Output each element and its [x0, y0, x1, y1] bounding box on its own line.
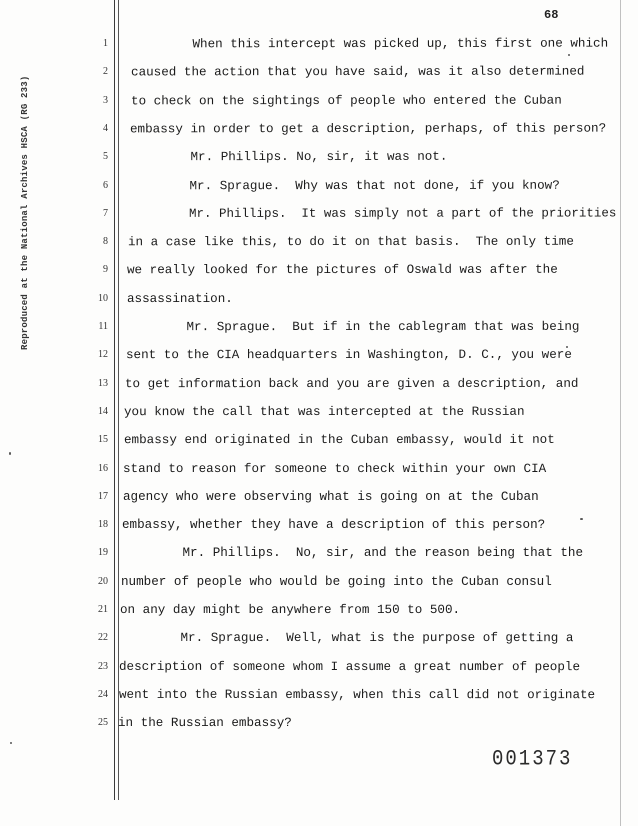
- line-text: went into the Russian embassy, when this call did not originate: [118, 687, 595, 703]
- line-number: 13: [98, 377, 108, 389]
- line-text: Mr. Sprague. But if in the cablegram that was being: [126, 319, 580, 335]
- transcript-line: [0, 376, 638, 400]
- page-number: 68: [544, 8, 559, 22]
- line-text: caused the action that you have said, was it also determined: [131, 64, 585, 80]
- transcript-line: [0, 178, 638, 202]
- line-number: 21: [98, 604, 108, 615]
- transcript-line: [0, 631, 638, 654]
- line-number: 9: [103, 264, 108, 276]
- transcript-line: [0, 489, 638, 513]
- line-text: agency who were observing what is going on at the Cuban: [122, 489, 539, 504]
- transcript-line: [0, 687, 638, 711]
- line-number: 8: [103, 236, 108, 248]
- line-text: Mr. Phillips. It was simply not a part of the priorities: [128, 206, 616, 221]
- archive-stamp-text: Reproduced at the National Archives HSCA (RG 233): [20, 75, 30, 350]
- line-number: 15: [98, 434, 108, 446]
- line-text: to check on the sightings of people who entered the Cuban: [130, 93, 562, 108]
- transcript-line: [0, 319, 638, 343]
- line-text: Mr. Sprague. Well, what is the purpose of getting a: [119, 631, 574, 646]
- transcript-line: [0, 433, 638, 456]
- scan-speck: [580, 518, 583, 520]
- line-number: 14: [98, 405, 108, 417]
- line-text: in the Russian embassy?: [117, 716, 292, 731]
- scan-speck: [568, 54, 570, 56]
- transcript-line: [0, 404, 638, 428]
- line-number: 17: [98, 490, 108, 502]
- line-text: assassination.: [126, 291, 233, 306]
- line-number: 10: [98, 292, 108, 304]
- transcript-line: [0, 149, 638, 173]
- line-text: number of people who would be going into the Cuban consul: [120, 574, 552, 589]
- line-number: 2: [103, 66, 108, 78]
- line-number: 25: [98, 717, 108, 729]
- line-number: 4: [103, 122, 108, 134]
- line-text: in a case like this, to do it on that basis. The only time: [127, 234, 574, 250]
- line-text: to get information back and you are given a description, and: [124, 376, 579, 391]
- transcript-line: [0, 93, 638, 117]
- line-number: 6: [103, 179, 108, 191]
- transcript-line: [0, 234, 638, 258]
- transcript-line: [0, 602, 638, 626]
- line-number: 7: [103, 207, 108, 219]
- transcript-line: [0, 36, 638, 60]
- transcript-line: [0, 461, 638, 485]
- line-text: stand to reason for someone to check within your own CIA: [123, 461, 547, 476]
- line-text: embassy end originated in the Cuban embassy, would it not: [123, 433, 555, 448]
- transcript-line: [0, 659, 638, 683]
- line-number: 16: [98, 462, 108, 474]
- transcript-line: [0, 263, 638, 286]
- line-text: Mr. Phillips. No, sir, it was not.: [129, 149, 448, 165]
- transcript-line: [0, 121, 638, 145]
- line-text: Mr. Sprague. Why was that not done, if you know?: [129, 178, 560, 193]
- line-text: description of someone whom I assume a great number of people: [119, 659, 581, 674]
- transcript-line: [0, 546, 638, 569]
- line-number: 5: [103, 151, 108, 163]
- transcript-line: [0, 518, 638, 541]
- transcript-line: [0, 348, 638, 371]
- transcript-line: [0, 64, 638, 88]
- transcript-line: [0, 206, 638, 230]
- line-number: 12: [98, 349, 108, 361]
- line-number: 1: [103, 38, 108, 49]
- line-number: 19: [98, 547, 108, 559]
- line-text: embassy, whether they have a description of this person?: [122, 518, 546, 533]
- line-text: embassy in order to get a description, perhaps, of this person?: [130, 121, 607, 137]
- line-number: 3: [103, 94, 108, 106]
- line-number: 23: [98, 660, 108, 672]
- transcript-line: [0, 291, 638, 315]
- line-number: 22: [98, 632, 108, 644]
- line-text: When this intercept was picked up, this first one which: [131, 36, 609, 52]
- transcript-line: [0, 574, 638, 598]
- scan-speck: [10, 742, 12, 744]
- line-text: sent to the CIA headquarters in Washington, D. C., you were: [125, 348, 572, 363]
- line-number: 11: [98, 321, 108, 332]
- line-text: Mr. Phillips. No, sir, and the reason being that the: [121, 546, 583, 561]
- scan-speck: [9, 452, 11, 455]
- line-text: on any day might be anywhere from 150 to 500.: [120, 602, 461, 618]
- line-number: 24: [98, 688, 108, 700]
- line-text: you know the call that was intercepted at the Russian: [124, 404, 525, 419]
- line-number: 20: [98, 575, 108, 587]
- document-number: 001373: [492, 746, 573, 772]
- transcript-line: [0, 716, 638, 739]
- line-number: 18: [98, 519, 108, 531]
- line-text: we really looked for the pictures of Oswald was after the: [127, 263, 559, 278]
- scan-speck: [566, 346, 568, 348]
